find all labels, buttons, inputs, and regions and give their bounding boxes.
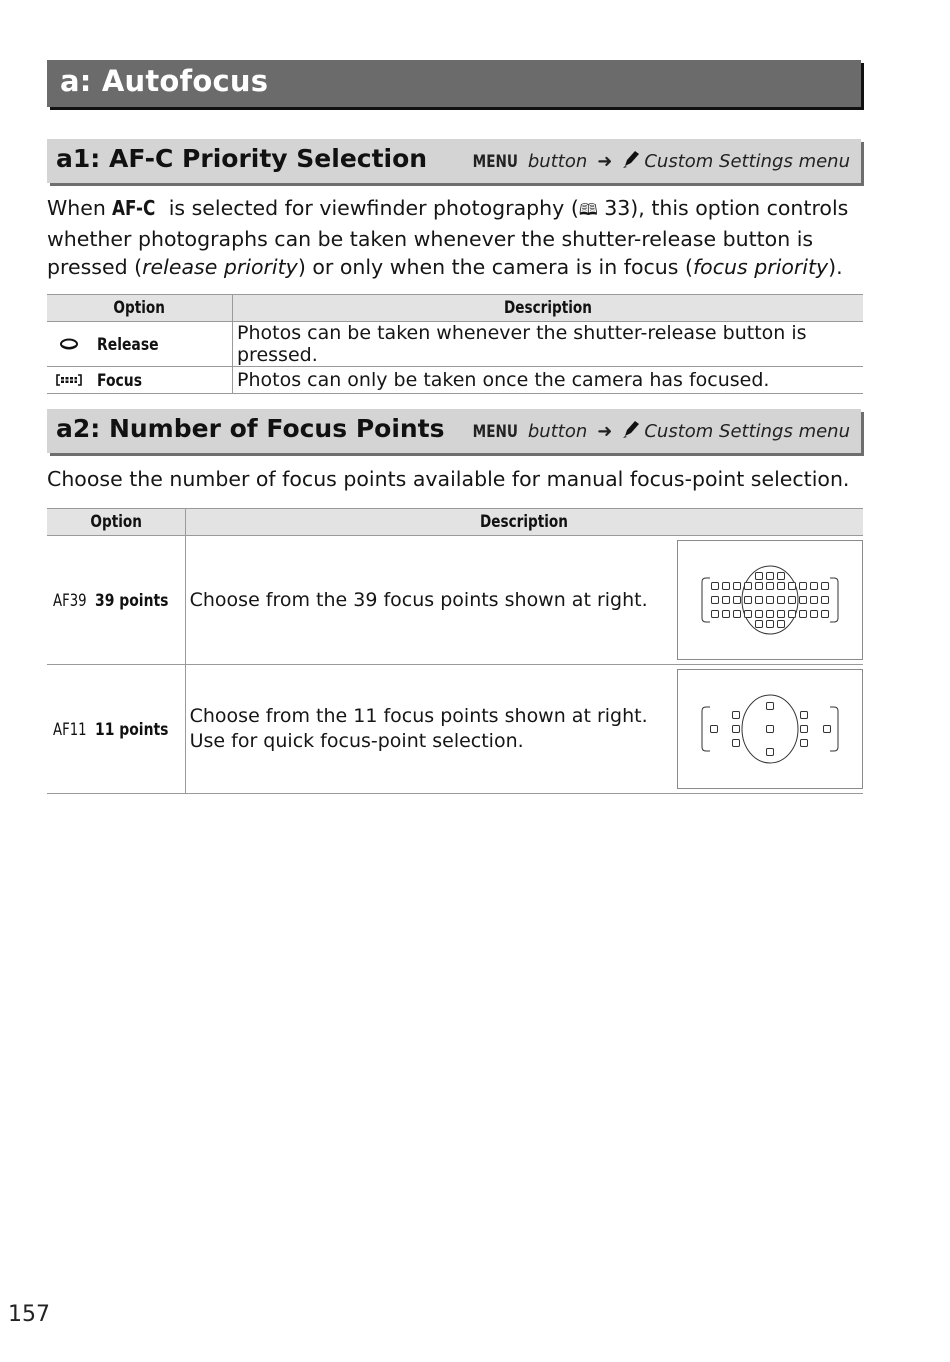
- release-priority-term: release priority: [142, 255, 298, 279]
- focus-point: [778, 583, 785, 590]
- focus-point: [767, 583, 774, 590]
- custom-settings-menu-label: Custom Settings menu: [644, 151, 850, 172]
- a1-intro-paragraph: [47, 194, 867, 282]
- section-title: a2: Number of Focus Points: [56, 414, 445, 443]
- table-header-row: [47, 509, 863, 536]
- focus-point: [756, 573, 763, 580]
- focus-point: [733, 726, 740, 733]
- focus-point: [789, 611, 796, 618]
- diagram-cell: [677, 665, 863, 794]
- focus-point: [767, 621, 774, 628]
- header-label: Description: [480, 512, 569, 532]
- focus-point: [712, 597, 719, 604]
- focus-point: [811, 583, 818, 590]
- focus-point: [745, 583, 752, 590]
- focus-point: [824, 726, 831, 733]
- focus-point: [734, 611, 741, 618]
- focus-point: [767, 611, 774, 618]
- focus-point: [822, 583, 829, 590]
- focus-point: [712, 611, 719, 618]
- frame-right: [830, 707, 838, 751]
- description-cell: Choose from the 11 focus points shown at right. Use for quick focus-point selection.: [185, 665, 677, 794]
- focus-point: [767, 573, 774, 580]
- option-header: [47, 295, 233, 322]
- focus-point: [800, 597, 807, 604]
- custom-settings-menu-label: Custom Settings menu: [644, 421, 850, 442]
- focus-point: [733, 740, 740, 747]
- table-row: [47, 665, 863, 794]
- focus-point: [723, 597, 730, 604]
- option-label: 39 points: [95, 591, 169, 611]
- diagram-cell: [677, 536, 863, 665]
- chapter-title: a: Autofocus: [60, 64, 269, 98]
- focus-point: [811, 597, 818, 604]
- focus-point: [756, 597, 763, 604]
- text-run: is selected for viewfinder photography (: [162, 196, 579, 220]
- text-run: When: [47, 196, 113, 220]
- focus-point: [811, 611, 818, 618]
- a1-options-table: [47, 294, 863, 394]
- page-number: 157: [8, 1302, 50, 1327]
- a2-intro-paragraph: Choose the number of focus points available for manual focus-point selection.: [47, 467, 850, 491]
- menu-button-label: MENU: [472, 421, 519, 442]
- focus-point: [733, 712, 740, 719]
- focus-point: [778, 611, 785, 618]
- section-header-a1: [47, 139, 861, 183]
- focus-priority-term: focus priority: [692, 255, 829, 279]
- option-header: [47, 509, 185, 536]
- focus-point: [822, 597, 829, 604]
- arrow-icon: ➜: [597, 421, 613, 442]
- pencil-icon: [622, 149, 640, 174]
- option-cell: [47, 536, 185, 665]
- focus-point: [767, 749, 774, 756]
- focus-point: [756, 621, 763, 628]
- 11-point-focus-diagram: [677, 669, 863, 789]
- description-cell: Choose from the 39 focus points shown at right.: [185, 536, 677, 665]
- option-label: Release: [97, 334, 159, 355]
- frame-left: [702, 707, 710, 751]
- focus-point: [778, 573, 785, 580]
- focus-point: [756, 583, 763, 590]
- table-header-row: [47, 295, 863, 322]
- text-run: 33), this option controls whether photographs can be taken whenever the shutter-release button is pressed (: [47, 196, 849, 279]
- option-label: 11 points: [95, 720, 169, 740]
- release-priority-icon: [47, 333, 97, 355]
- description-header: [233, 295, 864, 322]
- header-label: Option: [90, 512, 142, 532]
- arrow-icon: ➜: [597, 151, 613, 172]
- focus-point: [745, 611, 752, 618]
- focus-point: [767, 726, 774, 733]
- description-cell: Photos can only be taken once the camera has focused.: [233, 367, 864, 394]
- focus-point: [723, 611, 730, 618]
- section-title: a1: AF-C Priority Selection: [56, 144, 428, 173]
- af-c-keyword: AF-C: [112, 196, 156, 220]
- focus-point: [778, 621, 785, 628]
- focus-point: [723, 583, 730, 590]
- chapter-banner: [47, 60, 861, 107]
- table-row: [47, 322, 863, 367]
- focus-point: [778, 597, 785, 604]
- focus-point: [800, 611, 807, 618]
- focus-point: [745, 597, 752, 604]
- a2-options-table: [47, 508, 863, 794]
- menu-path: [467, 419, 850, 444]
- af39-icon: AF39: [53, 591, 87, 611]
- frame-right: [830, 578, 838, 622]
- table-row: [47, 367, 863, 394]
- focus-point: [712, 583, 719, 590]
- option-cell: [47, 367, 233, 394]
- button-word: button: [527, 151, 588, 172]
- focus-point: [767, 703, 774, 710]
- focus-point: [789, 597, 796, 604]
- menu-button-label: MENU: [472, 151, 519, 172]
- text-run: ) or only when the camera is in focus (: [297, 255, 693, 279]
- focus-point: [789, 583, 796, 590]
- description-cell: Photos can be taken whenever the shutter-release button is pressed.: [233, 322, 864, 367]
- page-reference-icon: 🕮: [578, 200, 598, 219]
- focus-point: [801, 712, 808, 719]
- focus-point: [767, 597, 774, 604]
- frame-left: [702, 578, 710, 622]
- description-header: [185, 509, 863, 536]
- focus-point: [734, 597, 741, 604]
- 39-point-focus-diagram: [677, 540, 863, 660]
- option-label: Focus: [97, 370, 143, 391]
- section-header-a2: [47, 409, 861, 453]
- focus-point: [756, 611, 763, 618]
- menu-path: [467, 149, 850, 174]
- focus-point: [801, 740, 808, 747]
- focus-point: [800, 583, 807, 590]
- text-run: ).: [828, 255, 843, 279]
- header-label: Option: [113, 298, 166, 318]
- table-row: [47, 536, 863, 665]
- focus-point: [711, 726, 718, 733]
- focus-point: [822, 611, 829, 618]
- focus-point: [734, 583, 741, 590]
- pencil-icon: [622, 419, 640, 444]
- option-cell: [47, 322, 233, 367]
- af11-icon: AF11: [53, 720, 87, 740]
- focus-priority-icon: [47, 369, 97, 391]
- focus-point: [801, 726, 808, 733]
- option-cell: [47, 665, 185, 794]
- button-word: button: [527, 421, 588, 442]
- header-label: Description: [504, 298, 592, 318]
